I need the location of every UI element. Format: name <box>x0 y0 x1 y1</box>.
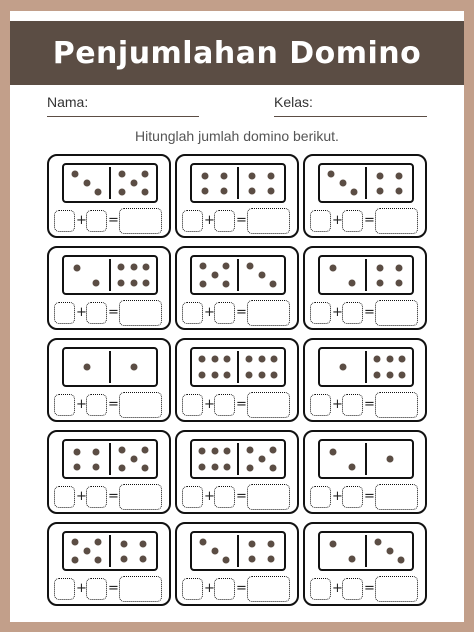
addend-box-left[interactable] <box>182 578 203 600</box>
pip-dot <box>247 263 254 270</box>
pip-dot <box>72 557 79 564</box>
answer-box[interactable] <box>375 576 418 602</box>
answer-box[interactable] <box>375 208 418 234</box>
addend-box-left[interactable] <box>54 302 75 324</box>
domino-tile <box>318 531 414 571</box>
domino-tile <box>190 439 286 479</box>
plus-sign: + <box>76 213 87 228</box>
pip-dot <box>211 548 218 555</box>
addend-box-right[interactable] <box>214 486 235 508</box>
pip-dot <box>224 463 231 470</box>
domino-half-right <box>367 349 412 385</box>
pip-dot <box>258 371 265 378</box>
domino-half-left <box>320 533 365 569</box>
pip-dot <box>119 171 126 178</box>
answer-box[interactable] <box>375 392 418 418</box>
domino-tile <box>62 255 158 295</box>
domino-card <box>175 154 299 238</box>
pip-dot <box>93 448 100 455</box>
pip-dot <box>83 180 90 187</box>
domino-half-right <box>239 533 284 569</box>
equals-sign: = <box>364 397 375 412</box>
equals-sign: = <box>108 489 119 504</box>
pip-dot <box>328 171 335 178</box>
pip-dot <box>373 356 380 363</box>
class-field <box>274 92 427 117</box>
pip-dot <box>269 447 276 454</box>
pip-dot <box>373 371 380 378</box>
equals-sign: = <box>364 213 375 228</box>
equals-sign: = <box>108 581 119 596</box>
plus-sign: + <box>76 397 87 412</box>
domino-card <box>303 430 427 514</box>
domino-half-left <box>320 349 365 385</box>
pip-dot <box>349 463 356 470</box>
pip-dot <box>268 172 275 179</box>
pip-dot <box>339 364 346 371</box>
domino-half-right <box>111 165 156 201</box>
pip-dot <box>83 364 90 371</box>
domino-half-left <box>64 349 109 385</box>
pip-dot <box>258 272 265 279</box>
answer-box[interactable] <box>119 208 162 234</box>
addend-box-right[interactable] <box>86 394 107 416</box>
answer-box[interactable] <box>247 576 290 602</box>
addend-box-left[interactable] <box>310 302 331 324</box>
pip-dot <box>93 463 100 470</box>
plus-sign: + <box>204 581 215 596</box>
pip-dot <box>376 264 383 271</box>
pip-dot <box>329 540 336 547</box>
domino-half-left <box>64 257 109 293</box>
pip-dot <box>200 281 207 288</box>
plus-sign: + <box>332 489 343 504</box>
pip-dot <box>386 371 393 378</box>
pip-dot <box>268 540 275 547</box>
addend-box-left[interactable] <box>310 394 331 416</box>
pip-dot <box>248 187 255 194</box>
pip-dot <box>140 555 147 562</box>
equals-sign: = <box>108 213 119 228</box>
addend-box-right[interactable] <box>342 302 363 324</box>
domino-half-left <box>64 533 109 569</box>
domino-tile <box>190 163 286 203</box>
pip-dot <box>72 539 79 546</box>
pip-dot <box>130 180 137 187</box>
pip-dot <box>73 463 80 470</box>
pip-dot <box>349 555 356 562</box>
pip-dot <box>130 279 137 286</box>
answer-box[interactable] <box>375 300 418 326</box>
name-field <box>47 92 199 117</box>
pip-dot <box>130 456 137 463</box>
addend-box-left[interactable] <box>182 302 203 324</box>
pip-dot <box>143 264 150 271</box>
domino-half-right <box>111 349 156 385</box>
domino-card <box>303 338 427 422</box>
pip-dot <box>119 465 126 472</box>
pip-dot <box>198 463 205 470</box>
pip-dot <box>119 189 126 196</box>
pip-dot <box>224 448 231 455</box>
pip-dot <box>222 281 229 288</box>
pip-dot <box>73 264 80 271</box>
domino-card <box>303 154 427 238</box>
answer-box[interactable] <box>119 300 162 326</box>
pip-dot <box>396 172 403 179</box>
domino-card <box>47 246 171 330</box>
pip-dot <box>396 279 403 286</box>
domino-half-left <box>320 165 365 201</box>
addend-box-right[interactable] <box>342 210 363 232</box>
domino-tile <box>62 163 158 203</box>
domino-half-left <box>192 349 237 385</box>
addend-box-right[interactable] <box>214 210 235 232</box>
pip-dot <box>329 264 336 271</box>
pip-dot <box>271 371 278 378</box>
answer-box[interactable] <box>247 300 290 326</box>
pip-dot <box>211 371 218 378</box>
pip-dot <box>245 371 252 378</box>
pip-dot <box>72 171 79 178</box>
domino-card <box>175 338 299 422</box>
pip-dot <box>247 465 254 472</box>
pip-dot <box>350 189 357 196</box>
pip-dot <box>376 172 383 179</box>
domino-card <box>303 246 427 330</box>
pip-dot <box>349 279 356 286</box>
domino-card <box>47 154 171 238</box>
instruction-text: Hitunglah jumlah domino berikut. <box>135 128 339 144</box>
pip-dot <box>248 540 255 547</box>
domino-tile <box>62 531 158 571</box>
domino-half-right <box>367 165 412 201</box>
answer-box[interactable] <box>247 208 290 234</box>
pip-dot <box>73 448 80 455</box>
pip-dot <box>141 447 148 454</box>
domino-card <box>175 246 299 330</box>
pip-dot <box>375 539 382 546</box>
pip-dot <box>222 557 229 564</box>
pip-dot <box>258 356 265 363</box>
pip-dot <box>224 371 231 378</box>
pip-dot <box>329 448 336 455</box>
equals-sign: = <box>364 305 375 320</box>
pip-dot <box>376 279 383 286</box>
pip-dot <box>258 456 265 463</box>
addend-box-right[interactable] <box>86 578 107 600</box>
domino-tile <box>190 531 286 571</box>
equals-sign: = <box>108 305 119 320</box>
equals-sign: = <box>236 489 247 504</box>
domino-half-left <box>192 441 237 477</box>
pip-dot <box>117 279 124 286</box>
pip-dot <box>120 540 127 547</box>
pip-dot <box>386 456 393 463</box>
domino-half-right <box>111 257 156 293</box>
plus-sign: + <box>332 397 343 412</box>
pip-dot <box>211 272 218 279</box>
class-label: Kelas: <box>274 94 313 110</box>
domino-card <box>47 338 171 422</box>
page-title: Penjumlahan Domino <box>52 35 422 71</box>
plus-sign: + <box>204 489 215 504</box>
pip-dot <box>386 548 393 555</box>
pip-dot <box>93 279 100 286</box>
domino-tile <box>62 347 158 387</box>
pip-dot <box>221 172 228 179</box>
domino-half-right <box>367 257 412 293</box>
pip-dot <box>248 555 255 562</box>
pip-dot <box>130 364 137 371</box>
domino-tile <box>190 347 286 387</box>
pip-dot <box>268 187 275 194</box>
domino-half-left <box>192 533 237 569</box>
domino-half-left <box>320 441 365 477</box>
domino-half-right <box>367 441 412 477</box>
domino-card <box>47 430 171 514</box>
plus-sign: + <box>76 581 87 596</box>
equals-sign: = <box>364 489 375 504</box>
plus-sign: + <box>332 213 343 228</box>
pip-dot <box>201 172 208 179</box>
pip-dot <box>141 171 148 178</box>
pip-dot <box>269 465 276 472</box>
addend-box-right[interactable] <box>342 578 363 600</box>
addend-box-right[interactable] <box>214 578 235 600</box>
pip-dot <box>200 263 207 270</box>
pip-dot <box>198 356 205 363</box>
addend-box-left[interactable] <box>182 394 203 416</box>
addend-box-left[interactable] <box>310 578 331 600</box>
addend-box-left[interactable] <box>182 210 203 232</box>
domino-half-right <box>239 349 284 385</box>
worksheet <box>10 11 464 622</box>
pip-dot <box>211 463 218 470</box>
addend-box-right[interactable] <box>342 394 363 416</box>
addend-box-left[interactable] <box>310 210 331 232</box>
pip-dot <box>248 172 255 179</box>
pip-dot <box>83 548 90 555</box>
answer-box[interactable] <box>119 392 162 418</box>
pip-dot <box>397 557 404 564</box>
domino-tile <box>318 163 414 203</box>
pip-dot <box>117 264 124 271</box>
domino-half-right <box>367 533 412 569</box>
addend-box-right[interactable] <box>86 486 107 508</box>
domino-half-left <box>192 257 237 293</box>
plus-sign: + <box>204 305 215 320</box>
domino-tile <box>318 439 414 479</box>
addend-box-left[interactable] <box>310 486 331 508</box>
addend-box-left[interactable] <box>182 486 203 508</box>
pip-dot <box>140 540 147 547</box>
addend-box-left[interactable] <box>54 578 75 600</box>
domino-half-left <box>192 165 237 201</box>
pip-dot <box>211 448 218 455</box>
plus-sign: + <box>76 305 87 320</box>
plus-sign: + <box>76 489 87 504</box>
domino-half-right <box>239 441 284 477</box>
domino-half-right <box>111 441 156 477</box>
pip-dot <box>386 356 393 363</box>
pip-dot <box>143 279 150 286</box>
plus-sign: + <box>204 397 215 412</box>
pip-dot <box>200 539 207 546</box>
addend-box-right[interactable] <box>214 302 235 324</box>
plus-sign: + <box>332 581 343 596</box>
pip-dot <box>141 189 148 196</box>
answer-box[interactable] <box>375 484 418 510</box>
equals-sign: = <box>236 581 247 596</box>
pip-dot <box>94 539 101 546</box>
pip-dot <box>399 356 406 363</box>
pip-dot <box>198 371 205 378</box>
domino-card <box>175 522 299 606</box>
domino-half-left <box>320 257 365 293</box>
answer-box[interactable] <box>119 484 162 510</box>
pip-dot <box>224 356 231 363</box>
title-banner <box>10 21 464 85</box>
pip-dot <box>247 447 254 454</box>
addend-box-right[interactable] <box>342 486 363 508</box>
answer-box[interactable] <box>247 392 290 418</box>
equals-sign: = <box>236 213 247 228</box>
pip-dot <box>201 187 208 194</box>
pip-dot <box>130 264 137 271</box>
answer-box[interactable] <box>247 484 290 510</box>
equals-sign: = <box>236 397 247 412</box>
pip-dot <box>222 263 229 270</box>
pip-dot <box>271 356 278 363</box>
pip-dot <box>269 281 276 288</box>
pip-dot <box>396 187 403 194</box>
domino-card <box>47 522 171 606</box>
equals-sign: = <box>236 305 247 320</box>
domino-tile <box>318 347 414 387</box>
pip-dot <box>221 187 228 194</box>
pip-dot <box>141 465 148 472</box>
pip-dot <box>399 371 406 378</box>
pip-dot <box>268 555 275 562</box>
pip-dot <box>119 447 126 454</box>
addend-box-left[interactable] <box>54 210 75 232</box>
pip-dot <box>120 555 127 562</box>
domino-card <box>175 430 299 514</box>
pip-dot <box>339 180 346 187</box>
addend-box-left[interactable] <box>54 486 75 508</box>
answer-box[interactable] <box>119 576 162 602</box>
equals-sign: = <box>364 581 375 596</box>
pip-dot <box>94 557 101 564</box>
plus-sign: + <box>204 213 215 228</box>
pip-dot <box>211 356 218 363</box>
domino-tile <box>318 255 414 295</box>
domino-half-right <box>111 533 156 569</box>
domino-card <box>303 522 427 606</box>
domino-half-left <box>64 441 109 477</box>
pip-dot <box>245 356 252 363</box>
pip-dot <box>94 189 101 196</box>
addend-box-right[interactable] <box>86 210 107 232</box>
pip-dot <box>396 264 403 271</box>
addend-box-left[interactable] <box>54 394 75 416</box>
domino-half-right <box>239 257 284 293</box>
addend-box-right[interactable] <box>214 394 235 416</box>
addend-box-right[interactable] <box>86 302 107 324</box>
plus-sign: + <box>332 305 343 320</box>
name-label: Nama: <box>47 94 89 110</box>
domino-half-left <box>64 165 109 201</box>
domino-half-right <box>239 165 284 201</box>
pip-dot <box>376 187 383 194</box>
domino-tile <box>190 255 286 295</box>
domino-tile <box>62 439 158 479</box>
equals-sign: = <box>108 397 119 412</box>
pip-dot <box>198 448 205 455</box>
